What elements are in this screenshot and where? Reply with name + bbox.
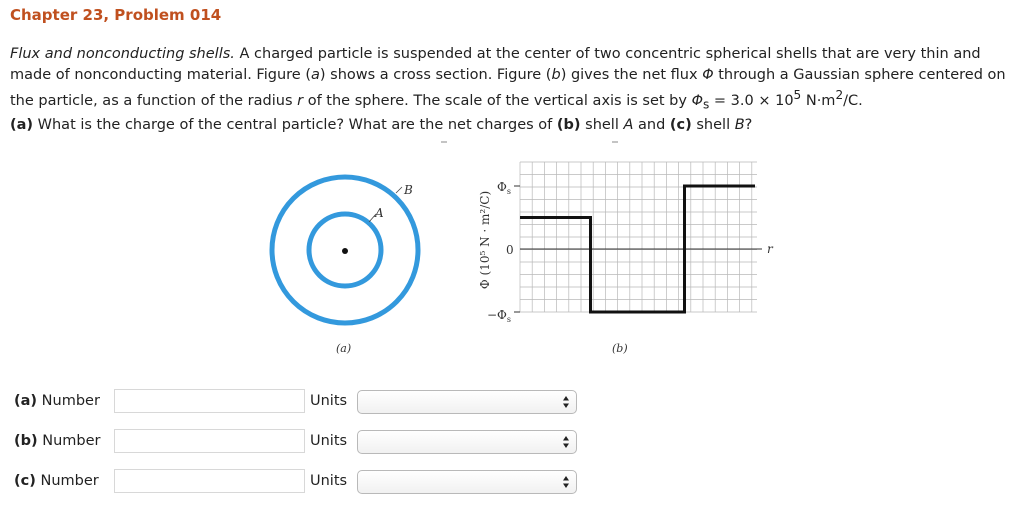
problem-lead: Flux and nonconducting shells. (10, 46, 235, 62)
problem-text: ) shows a cross section. Figure ( (319, 66, 552, 83)
exponent: 5 (793, 88, 802, 102)
figure-ref-a: a (310, 66, 320, 83)
problem-text: ) gives the net flux (560, 66, 703, 83)
shell-a-ref: A (623, 117, 634, 134)
question-text: shell (580, 117, 624, 134)
figure-b (478, 162, 774, 355)
answer-row-b (14, 429, 594, 455)
answer-label-b: (b) Number (14, 433, 101, 449)
page-title: Chapter 23, Problem 014 (10, 6, 222, 24)
x-axis-label: r (767, 242, 773, 256)
question-text: shell (691, 117, 735, 134)
problem-text: A charged particle is suspended at the center of two concentric spherical shells that are very thin and made of nonconducting material. Figure ( (10, 46, 981, 83)
exponent: 2 (835, 88, 844, 102)
question-c-label: (c) (669, 117, 692, 134)
tick-label-phi-s: $\Phi_s$ (497, 180, 511, 196)
problem-text: through a Gaussian sphere centered on the particle, as a function of the radius (10, 66, 1006, 109)
problem-text: of the sphere. The scale of the vertical axis is set by (303, 92, 692, 109)
figure-ref-b: b (551, 66, 561, 83)
number-input-c[interactable] (114, 469, 305, 493)
select-arrows-icon (562, 395, 570, 409)
phi-s-subscript: s (703, 97, 710, 112)
number-input-a[interactable] (114, 389, 305, 413)
question-text: and (633, 117, 670, 134)
figure-a-caption: (a) (336, 342, 352, 355)
tick-label-neg-phi-s: $-\Phi_s$ (487, 308, 512, 324)
units-select-b[interactable] (357, 430, 577, 454)
shell-b-ref: B (734, 117, 745, 134)
units-label-c: Units (310, 473, 348, 489)
shell-a-label: A (375, 206, 384, 220)
central-particle (342, 248, 348, 254)
y-axis-label: Φ (10⁵ N · m²/C) (478, 190, 492, 290)
select-arrows-icon (562, 475, 570, 489)
phi-s-symbol: Φ (691, 92, 703, 109)
shell-b-label: B (404, 183, 413, 197)
units-select-a[interactable] (357, 390, 577, 414)
phi-symbol: Φ (702, 66, 714, 83)
select-arrows-icon (562, 435, 570, 449)
problem-text: N·m (801, 92, 836, 109)
number-input-b[interactable] (114, 429, 305, 453)
question-a-label: (a) (10, 117, 34, 134)
question-text: ? (744, 117, 753, 134)
figure-b-caption: (b) (612, 342, 628, 355)
answer-row-a (14, 389, 594, 415)
problem-text: /C. (843, 92, 863, 109)
question-text: What is the charge of the central particle? What are the net charges of (33, 117, 557, 134)
question-b-label: (b) (556, 117, 581, 134)
label-b-leader (396, 187, 402, 193)
tick-label-zero: 0 (506, 243, 514, 257)
units-label-b: Units (310, 433, 348, 449)
answer-row-c (14, 469, 594, 495)
units-label-a: Units (310, 393, 348, 409)
r-symbol: r (297, 92, 304, 109)
figure-a (272, 177, 418, 355)
problem-text: = 3.0 × 10 (709, 92, 794, 109)
answer-label-c: (c) Number (14, 473, 99, 489)
units-select-c[interactable] (357, 470, 577, 494)
answer-label-a: (a) Number (14, 393, 100, 409)
